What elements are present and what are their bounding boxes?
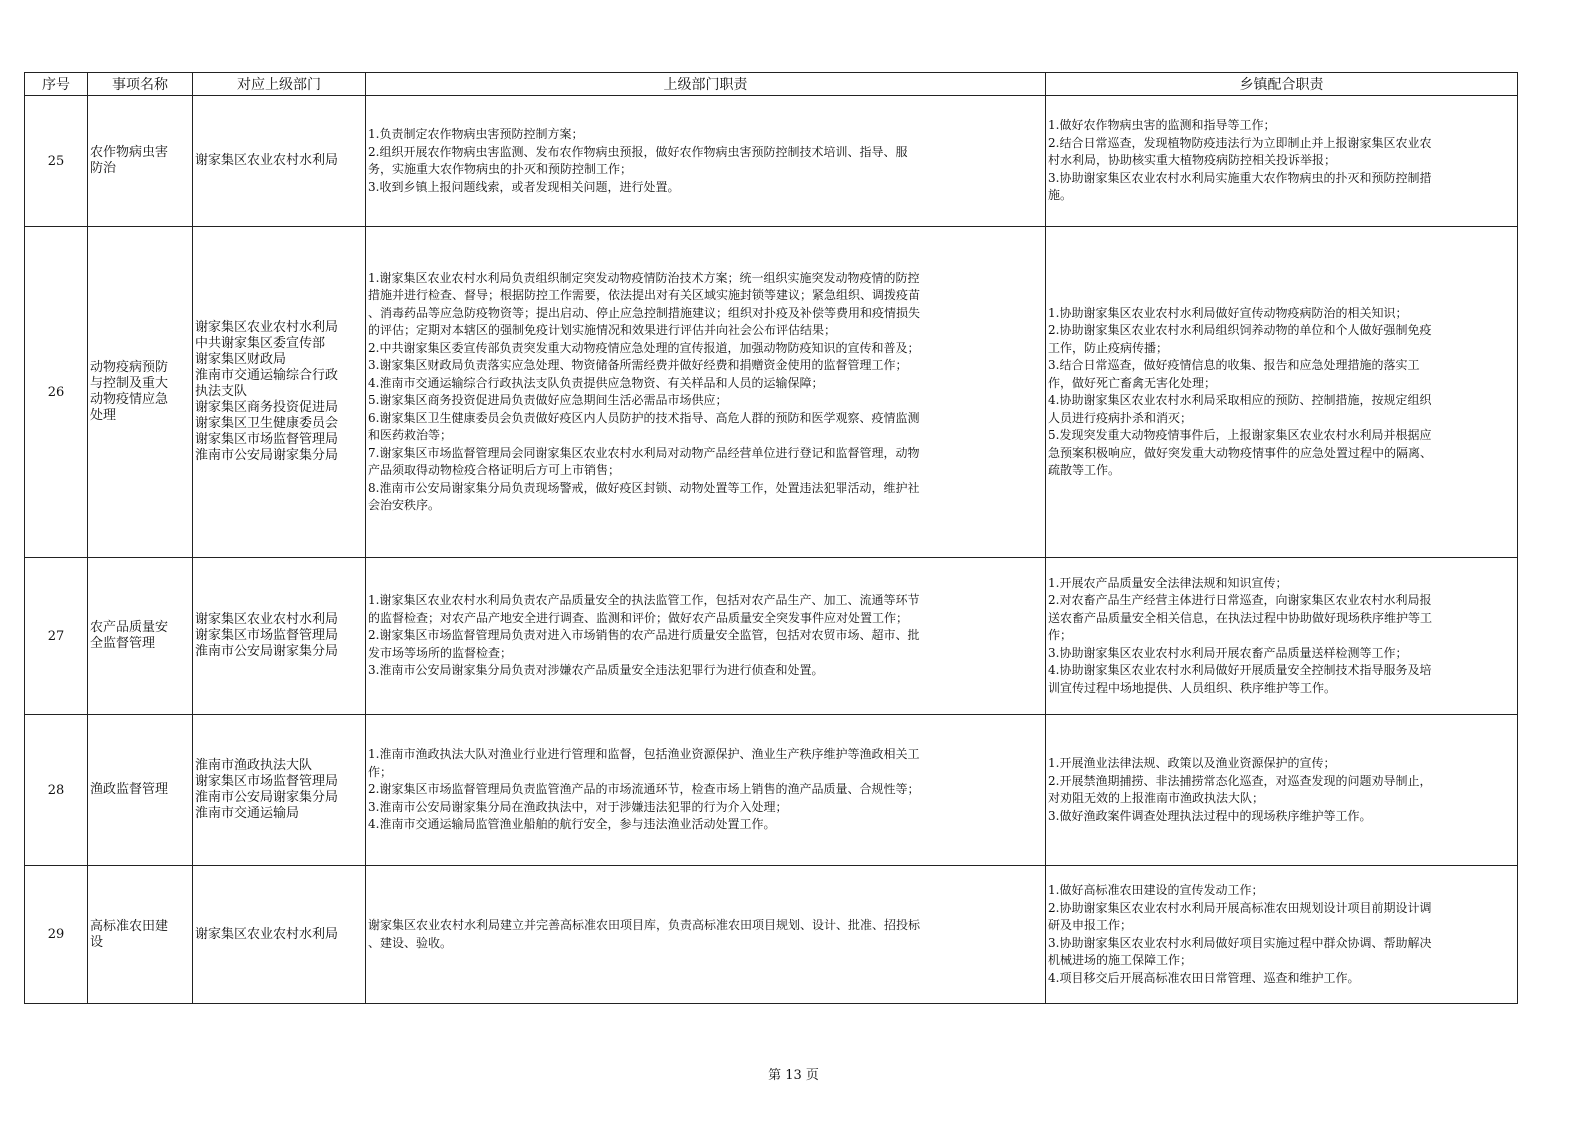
row-seq-number: 28 [25, 715, 88, 866]
text-line: 谢家集区市场监督管理局 [195, 774, 339, 789]
text-line: 4.淮南市交通运输局监管渔业船舶的航行安全，参与违法渔业活动处置工作。 [368, 817, 776, 832]
text-line: 4.项目移交后开展高标准农田日常管理、巡查和维护工作。 [1048, 970, 1360, 985]
text-line: 淮南市公安局谢家集分局 [195, 448, 339, 463]
text-line: 工作，防止疫病传播； [1048, 340, 1169, 355]
text-line: 2.协助谢家集区农业农村水利局开展高标准农田规划设计项目前期设计调 [1048, 900, 1432, 915]
text-line: 动物疫病预防 [90, 360, 169, 375]
text-line: 与控制及重大 [90, 376, 169, 391]
upper-duties-cell [366, 558, 1046, 715]
text-line: 2.结合日常巡查，发现植物防疫违法行为立即制止并上报谢家集区农业农 [1048, 135, 1432, 150]
text-line: 谢家集区商务投资促进局 [195, 400, 339, 415]
text-line: 高标准农田建 [90, 918, 169, 934]
text-line: 农产品质量安 [90, 620, 169, 635]
text-line: 谢家集区农业农村水利局建立并完善高标准农田项目库，负责高标准农田项目规划、设计、批准、招投标 [368, 918, 921, 932]
table-header-row [25, 73, 1518, 96]
upper-dept-cell [193, 227, 366, 558]
row-seq-number: 26 [25, 227, 88, 558]
row-seq-number: 27 [25, 558, 88, 715]
text-line: 研及申报工作； [1048, 918, 1133, 932]
text-line: 2.谢家集区市场监督管理局负责监管渔产品的市场流通环节，检查市场上销售的渔产品质量、合规性等； [368, 782, 920, 797]
text-line: 执法支队 [195, 384, 248, 399]
item-name-cell [88, 227, 193, 558]
text-line: 谢家集区农业农村水利局 [195, 612, 339, 627]
upper-duties-cell [366, 96, 1046, 227]
text-line: 作； [368, 764, 393, 779]
upper-duties-cell [366, 866, 1046, 1004]
text-line: 中共谢家集区委宣传部 [195, 336, 326, 351]
text-line: 1.做好农作物病虫害的监测和指导等工作； [1048, 118, 1276, 133]
text-line: 淮南市公安局谢家集分局 [195, 790, 339, 805]
text-line: 人员进行疫病扑杀和消灭； [1048, 410, 1193, 425]
town-duties-cell [1046, 866, 1518, 1004]
upper-duties-cell [366, 715, 1046, 866]
text-line: 全监督管理 [90, 636, 156, 651]
text-line: 的监督检查；对农产品产地安全进行调查、监测和评价；做好农产品质量安全突发事件应对处置工作； [368, 610, 909, 625]
text-line: 2.中共谢家集区委宣传部负责突发重大动物疫情应急处理的宣传报道，加强动物防疫知识的宣传和普及； [368, 340, 920, 355]
text-line: 谢家集区农业农村水利局 [195, 926, 339, 942]
text-line: 2.开展禁渔期捕捞、非法捕捞常态化巡查，对巡查发现的问题劝导制止， [1048, 773, 1432, 788]
text-line: 5.谢家集区商务投资促进局负责做好应急期间生活必需品市场供应； [368, 393, 728, 407]
text-line: 发市场等场所的监督检查； [368, 645, 513, 660]
text-line: 1.开展农产品质量安全法律法规和知识宣传； [1048, 575, 1288, 590]
item-name-cell [88, 866, 193, 1004]
text-line: 7.谢家集区市场监督管理局会同谢家集区农业农村水利局对动物产品经营单位进行登记和监督管理，动物 [368, 445, 920, 460]
text-line: 渔政监督管理 [90, 782, 169, 797]
text-line: 1.淮南市渔政执法大队对渔业行业进行管理和监督，包括渔业资源保护、渔业生产秩序维护等渔政相关工 [368, 747, 920, 762]
text-line: 谢家集区市场监督管理局 [195, 432, 339, 447]
text-line: 处理 [90, 408, 117, 423]
text-line: 训宣传过程中场地提供、人员组织、秩序维护等工作。 [1048, 680, 1337, 695]
text-line: 2.谢家集区市场监督管理局负责对进入市场销售的农产品进行质量安全监管，包括对农贸市场、超市、批 [368, 628, 920, 643]
text-line: 2.对农畜产品生产经营主体进行日常巡查，向谢家集区农业农村水利局报 [1048, 593, 1432, 608]
text-line: 农作物病虫害 [90, 145, 169, 160]
text-line: 对劝阻无效的上报淮南市渔政执法大队； [1048, 791, 1265, 805]
table-body [25, 96, 1518, 1004]
header-upper-dept: 对应上级部门 [193, 73, 366, 96]
item-name-cell [88, 558, 193, 715]
text-line: 会治安秩序。 [368, 498, 441, 512]
item-name-cell [88, 715, 193, 866]
upper-duties-cell [366, 227, 1046, 558]
header-town-duties: 乡镇配合职责 [1046, 73, 1518, 96]
upper-dept-cell [193, 866, 366, 1004]
row-seq-number: 25 [25, 96, 88, 227]
item-name-cell [88, 96, 193, 227]
text-line: 产品须取得动物检疫合格证明后方可上市销售； [368, 463, 621, 477]
text-line: 3.协助谢家集区农业农村水利局实施重大农作物病虫的扑灭和预防控制措 [1048, 170, 1432, 185]
text-line: 3.谢家集区财政局负责落实应急处理、物资储备所需经费并做好经费和捐赠资金使用的监督管理工作； [368, 358, 908, 372]
text-line: 淮南市公安局谢家集分局 [195, 644, 339, 659]
text-line: 谢家集区市场监督管理局 [195, 628, 339, 643]
text-line: 措施并进行检查、督导；根据防控工作需要，依法提出对有关区域实施封锁等建议；紧急组织、调拨疫苗 [368, 288, 921, 302]
text-line: 3.淮南市公安局谢家集分局负责对涉嫌农产品质量安全违法犯罪行为进行侦查和处置。 [368, 663, 824, 678]
text-line: 送农畜产品质量安全相关信息，在执法过程中协助做好现场秩序维护等工 [1048, 610, 1433, 625]
header-item-name: 事项名称 [88, 73, 193, 96]
text-line: 村水利局，协助核实重大植物疫病防控相关投诉举报； [1048, 153, 1337, 168]
text-line: 4.协助谢家集区农业农村水利局采取相应的预防、控制措施，按规定组织 [1048, 393, 1432, 407]
header-upper-duties: 上级部门职责 [366, 73, 1046, 96]
text-line: 防治 [90, 161, 117, 176]
header-seq: 序号 [25, 73, 88, 96]
town-duties-cell [1046, 558, 1518, 715]
text-line: 1.负责制定农作物病虫害预防控制方案； [368, 127, 584, 141]
text-line: 2.组织开展农作物病虫害监测、发布农作物病虫预报，做好农作物病虫害预防控制技术培训、指导、服 [368, 144, 908, 159]
text-line: 机械进场的施工保障工作； [1048, 953, 1193, 967]
text-line: 1.做好高标准农田建设的宣传发动工作； [1048, 883, 1264, 897]
text-line: 务，实施重大农作物病虫的扑灭和预防控制工作； [368, 162, 633, 176]
text-line: 和医药救治等； [368, 428, 453, 442]
table-row [25, 866, 1518, 1004]
row-seq-number: 29 [25, 866, 88, 1004]
text-line: 施。 [1048, 188, 1073, 203]
text-line: 淮南市渔政执法大队 [195, 758, 313, 773]
text-line: 谢家集区农业农村水利局 [195, 320, 339, 335]
town-duties-cell [1046, 96, 1518, 227]
text-line: 8.淮南市公安局谢家集分局负责现场警戒，做好疫区封锁、动物处置等工作，处置违法犯罪活动，维护社 [368, 480, 920, 495]
text-line: 作，做好死亡畜禽无害化处理； [1048, 375, 1217, 390]
text-line: 、建设、验收。 [368, 935, 453, 950]
text-line: 设 [90, 934, 104, 950]
table-row [25, 558, 1518, 715]
text-line: 1.协助谢家集区农业农村水利局做好宣传动物疫病防治的相关知识； [1048, 305, 1408, 320]
upper-dept-cell [193, 715, 366, 866]
text-line: 2.协助谢家集区农业农村水利局组织饲养动物的单位和个人做好强制免疫 [1048, 323, 1432, 337]
text-line: 谢家集区卫生健康委员会 [195, 416, 339, 431]
town-duties-cell [1046, 715, 1518, 866]
responsibility-table [24, 72, 1518, 1004]
text-line: 3.协助谢家集区农业农村水利局做好项目实施过程中群众协调、帮助解决 [1048, 935, 1432, 950]
text-line: 1.开展渔业法律法规、政策以及渔业资源保护的宣传； [1048, 756, 1336, 770]
town-duties-cell [1046, 227, 1518, 558]
text-line: 3.协助谢家集区农业农村水利局开展农畜产品质量送样检测等工作； [1048, 645, 1408, 660]
text-line: 的评估；定期对本辖区的强制免疫计划实施情况和效果进行评估并向社会公布评估结果； [368, 323, 837, 337]
table-row [25, 96, 1518, 227]
text-line: 3.收到乡镇上报问题线索，或者发现相关问题，进行处置。 [368, 179, 680, 194]
text-line: 3.淮南市公安局谢家集分局在渔政执法中，对于涉嫌违法犯罪的行为介入处理； [368, 799, 788, 814]
table-row [25, 715, 1518, 866]
text-line: 5.发现突发重大动物疫情事件后，上报谢家集区农业农村水利局并根据应 [1048, 428, 1432, 442]
text-line: 谢家集区农业农村水利局 [195, 153, 339, 168]
text-line: 作； [1048, 628, 1073, 643]
text-line: 3.做好渔政案件调查处理执法过程中的现场秩序维护等工作。 [1048, 808, 1372, 823]
text-line: 淮南市交通运输综合行政 [195, 368, 339, 383]
text-line: 淮南市交通运输局 [195, 806, 300, 821]
text-line: 4.协助谢家集区农业农村水利局做好开展质量安全控制技术指导服务及培 [1048, 663, 1432, 678]
text-line: 1.谢家集区农业农村水利局负责组织制定突发动物疫情防治技术方案；统一组织实施突发动物疫情的防控 [368, 270, 920, 285]
text-line: 谢家集区财政局 [195, 352, 287, 367]
text-line: 急预案积极响应，做好突发重大动物疫情事件的应急处置过程中的隔离、 [1048, 445, 1433, 460]
table-row [25, 227, 1518, 558]
text-line: 疏散等工作。 [1048, 463, 1121, 477]
upper-dept-cell [193, 558, 366, 715]
text-line: 1.谢家集区农业农村水利局负责农产品质量安全的执法监管工作，包括对农产品生产、加工、流通等环节 [368, 593, 920, 608]
text-line: 3.结合日常巡查，做好疫情信息的收集、报告和应急处理措施的落实工 [1048, 358, 1420, 372]
text-line: 4.淮南市交通运输综合行政执法支队负责提供应急物资、有关样品和人员的运输保障； [368, 375, 824, 390]
upper-dept-cell [193, 96, 366, 227]
text-line: 6.谢家集区卫生健康委员会负责做好疫区内人员防护的技术指导、高危人群的预防和医学观察、疫情监测 [368, 410, 920, 425]
text-line: 、消毒药品等应急防疫物资等；提出启动、停止应急控制措施建议；组织对扑疫及补偿等费用和疫情损失 [368, 305, 921, 320]
text-line: 动物疫情应急 [90, 392, 169, 407]
page-number: 第 13 页 [768, 1068, 819, 1083]
